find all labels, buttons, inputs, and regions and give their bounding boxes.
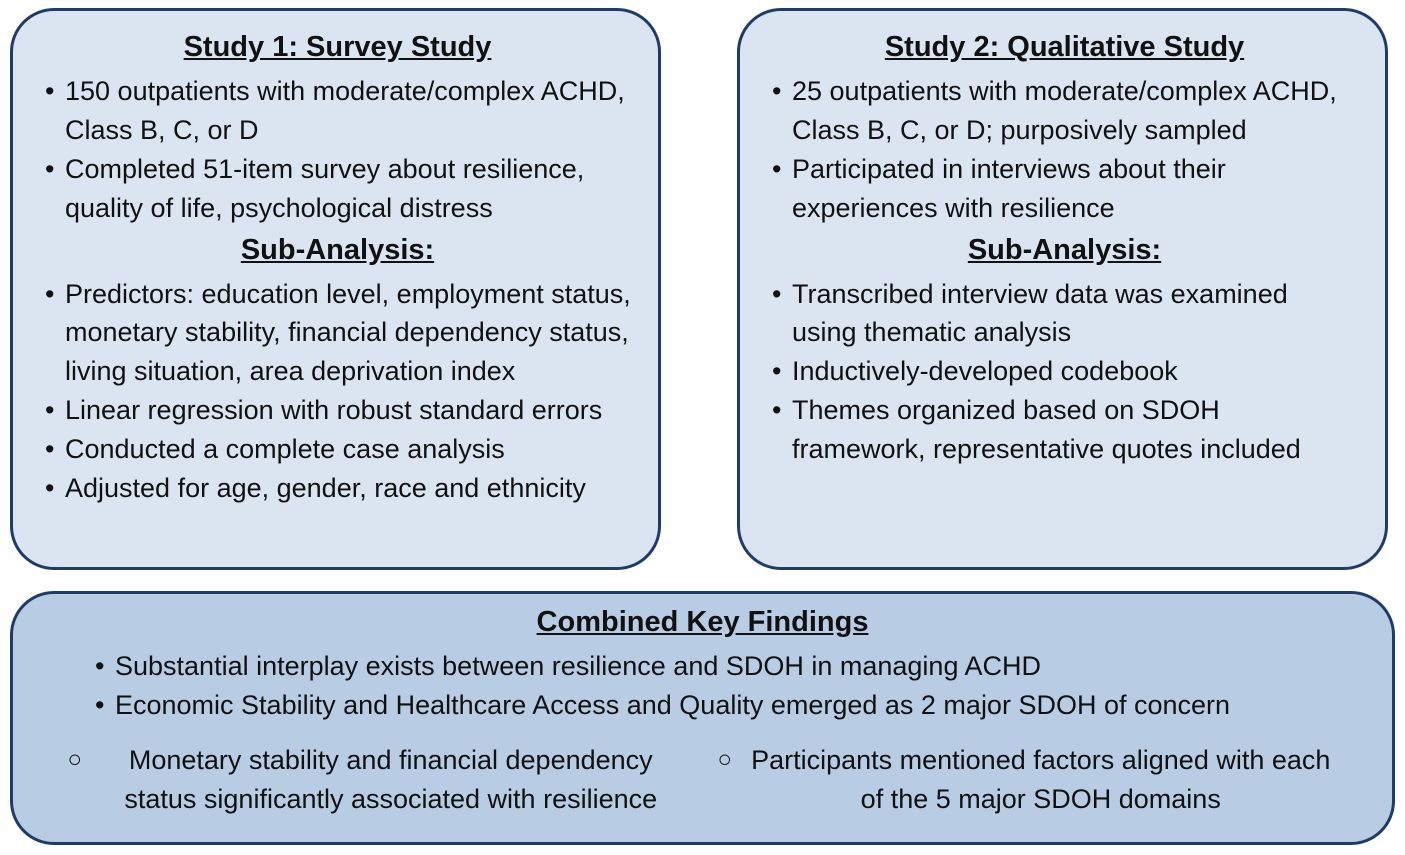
study1-bullet-list: [43, 72, 632, 228]
study2-subanalysis-list: [770, 275, 1359, 469]
bullet-item: [770, 72, 1359, 150]
bullet-text: Inductively-developed codebook: [792, 356, 1178, 387]
combined-findings-title: Combined Key Findings: [536, 606, 869, 638]
combined-findings-list: [93, 647, 1352, 725]
study2-subanalysis-title: Sub-Analysis:: [967, 233, 1162, 266]
study2-bullet-list: [770, 72, 1359, 228]
bullet-item: [770, 275, 1359, 353]
bullet-text: Themes organized based on SDOH framework, representative quotes included: [792, 395, 1301, 464]
circle-bullet-icon: ○: [717, 745, 732, 773]
combined-findings-box: [10, 591, 1395, 845]
combined-subfindings-row: [53, 741, 1352, 819]
study2-title: Study 2: Qualitative Study: [884, 31, 1245, 63]
bullet-item: [770, 352, 1359, 391]
bullet-text: Participated in interviews about their experiences with resilience: [792, 153, 1226, 223]
study1-box: [10, 8, 661, 570]
bullet-item: [43, 430, 632, 469]
study1-subanalysis-title: Sub-Analysis:: [240, 233, 435, 266]
bullet-text: Economic Stability and Healthcare Access and Quality emerged as 2 major SDOH of concern: [115, 689, 1231, 720]
bullet-item: [770, 391, 1359, 469]
study2-box: [737, 8, 1388, 570]
bullet-item: [93, 686, 1352, 725]
study1-title: Study 1: Survey Study: [183, 31, 492, 63]
bullet-text: 25 outpatients with moderate/complex ACHD, Class B, C, or D; purposively sampled: [792, 76, 1337, 145]
bullet-text: Conducted a complete case analysis: [65, 434, 505, 464]
bullet-item: [770, 150, 1359, 228]
bullet-item: [93, 647, 1352, 686]
subfinding-item: [68, 741, 688, 819]
bullet-item: [43, 391, 632, 430]
subfinding-item: [718, 741, 1338, 819]
subfinding-text: Participants mentioned factors aligned with each of the 5 major SDOH domains: [751, 744, 1331, 814]
bullet-text: Adjusted for age, gender, race and ethnicity: [65, 472, 586, 503]
bullet-item: [43, 469, 632, 508]
study1-subanalysis-list: [43, 275, 632, 508]
bullet-text: 150 outpatients with moderate/complex ACHD, Class B, C, or D: [65, 76, 625, 145]
circle-bullet-icon: ○: [67, 745, 82, 773]
bullet-item: [43, 72, 632, 150]
bullet-text: Predictors: education level, employment status, monetary stability, financial dependency status, living situation, area deprivation index: [65, 278, 631, 387]
bullet-item: [43, 275, 632, 392]
bullet-item: [43, 150, 632, 228]
bullet-text: Linear regression with robust standard errors: [65, 395, 603, 426]
subfinding-text: Monetary stability and financial dependency status significantly associated with resilience: [124, 744, 658, 814]
bullet-text: Completed 51-item survey about resilience, quality of life, psychological distress: [65, 153, 585, 223]
bullet-text: Substantial interplay exists between resilience and SDOH in managing ACHD: [115, 651, 1041, 681]
bullet-text: Transcribed interview data was examined using thematic analysis: [792, 278, 1288, 348]
